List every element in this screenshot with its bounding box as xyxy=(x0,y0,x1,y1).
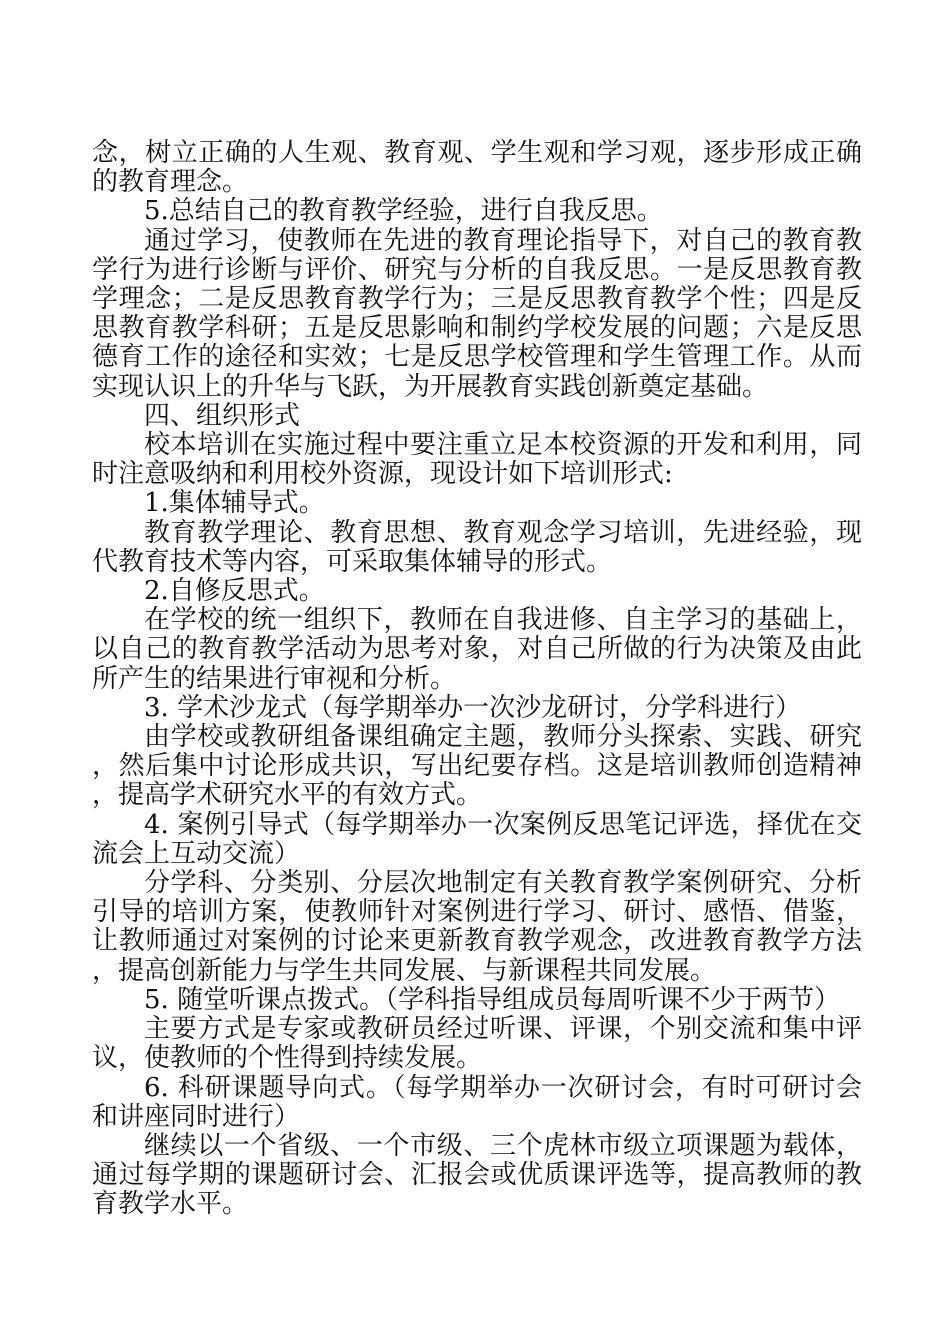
heading-item-5: 5.总结自己的教育教学经验，进行自我反思。 xyxy=(144,196,663,227)
document-page xyxy=(92,139,862,1220)
paragraph-item-2: 在学校的统一组织下，教师在自我进修、自主学习的基础上，以自己的教育教学活动为思考对象，对自己所做的行为决策及由此所产生的结果进行审视和分析。 xyxy=(92,605,862,694)
paragraph-item-4: 分学科、分类别、分层次地制定有关教育教学案例研究、分析引导的培训方案，使教师针对案例进行学习、研讨、感悟、借鉴，让教师通过对案例的讨论来更新教育教学观念，改进教育教学方法，提高创新能力与学生共同发展、与新课程共同发展。 xyxy=(92,868,862,986)
section-heading-organization: 四、组织形式 xyxy=(144,400,301,431)
heading-item-4: 4. 案例引导式（每学期举办一次案例反思笔记评选，择优在交流会上互动交流） xyxy=(92,809,862,869)
paragraph-intro: 校本培训在实施过程中要注重立足本校资源的开发和利用，同时注意吸纳和利用校外资源，现设计如下培训形式: xyxy=(92,430,862,490)
heading-item-5b: 5. 随堂听课点拨式。（学科指导组成员每周听课不少于两节） xyxy=(144,984,841,1015)
heading-item-1: 1.集体辅导式。 xyxy=(144,488,325,519)
heading-item-6: 6. 科研课题导向式。（每学期举办一次研讨会，有时可研讨会和讲座同时进行） xyxy=(92,1072,862,1132)
paragraph-reflection: 通过学习，使教师在先进的教育理论指导下，对自己的教育教学行为进行诊断与评价、研究与分析的自我反思。一是反思教育教学理念；二是反思教育教学行为；三是反思教育教学个性；四是反思教育教学科研；五是反思影响和制约学校发展的问题；六是反思德育工作的途径和实效；七是反思学校管理和学生管理工作。从而实现认识上的升华与飞跃，为开展教育实践创新奠定基础。 xyxy=(92,225,862,402)
paragraph-item-1: 教育教学理论、教育思想、教育观念学习培训，先进经验，现代教育技术等内容，可采取集体辅导的形式。 xyxy=(92,517,862,577)
heading-item-3: 3. 学术沙龙式（每学期举办一次沙龙研讨，分学科进行） xyxy=(144,692,802,723)
paragraph-item-6: 继续以一个省级、一个市级、三个虎林市级立项课题为载体，通过每学期的课题研讨会、汇报会或优质课评选等，提高教师的教育教学水平。 xyxy=(92,1130,862,1220)
heading-item-2: 2.自修反思式。 xyxy=(144,576,325,607)
paragraph-continuation: 念，树立正确的人生观、教育观、学生观和学习观，逐步形成正确的教育理念。 xyxy=(92,138,862,198)
paragraph-item-5: 主要方式是专家或教研员经过听课、评课，个别交流和集中评议，使教师的个性得到持续发展。 xyxy=(92,1014,862,1074)
paragraph-item-3: 由学校或教研组备课组确定主题，教师分头探索、实践、研究，然后集中讨论形成共识，写出纪要存档。这是培训教师创造精神，提高学术研究水平的有效方式。 xyxy=(92,722,862,811)
